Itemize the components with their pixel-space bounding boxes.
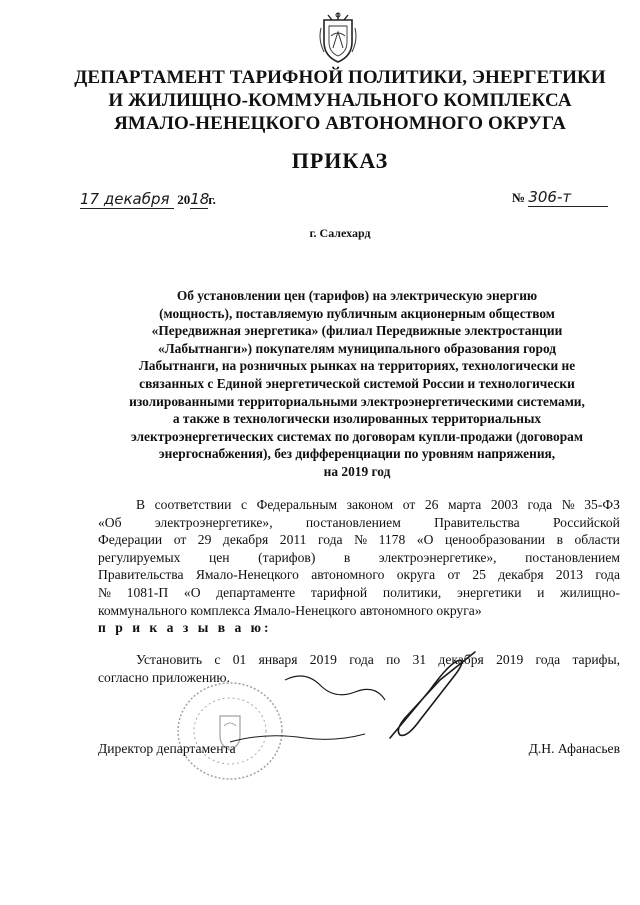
city: г. Салехард: [309, 226, 371, 240]
subject-line: на 2019 год: [323, 463, 391, 479]
subject-line: электроэнергетических системах по договорам купли-продажи (договорам: [130, 428, 584, 444]
date-handwritten: 17 декабря: [80, 190, 174, 209]
subject-line: связанных с Единой энергетической системой России и технологически: [139, 375, 575, 391]
order-date: [80, 190, 280, 216]
year-suffix: г.: [208, 192, 216, 207]
handwritten-signature-icon: [225, 640, 505, 750]
subject-line: энергоснабжения), без дифференциации по уровням напряжения,: [158, 446, 556, 462]
preamble: [98, 496, 620, 637]
preamble-line: регулируемых цен (тарифов) в электроэнергетике», постановлением: [98, 549, 620, 565]
prikaz-word: п р и к а з ы в а ю:: [98, 620, 272, 636]
subject-line: «Передвижная энергетика» (филиал Передвижные электростанции: [151, 323, 563, 339]
signatory-name: Д.Н. Афанасьев: [528, 741, 620, 756]
order-subject: [92, 287, 622, 481]
department-line-1: ДЕПАРТАМЕНТ ТАРИФНОЙ ПОЛИТИКИ, ЭНЕРГЕТИКИ: [74, 67, 606, 88]
preamble-line: В соответствии с Федеральным законом от 26 марта 2003 года № 35-ФЗ: [136, 497, 620, 512]
preamble-line: «Об электроэнергетике», постановлением Правительства Российской: [98, 514, 620, 530]
year-prefix: 20: [177, 192, 191, 207]
preamble-line: № 1081-П «О департаменте тарифной политики, энергетики и жилищно-: [98, 584, 620, 600]
preamble-line: коммунального комплекса Ямало-Ненецкого автономного округа»: [98, 602, 482, 618]
order-number: [512, 188, 632, 214]
subject-line: (мощность), поставляемую публичным акционерным обществом: [159, 305, 555, 321]
signatory-title: Директор департамента: [98, 741, 236, 756]
resolution-line: согласно приложению.: [98, 670, 230, 685]
department-line-2: И ЖИЛИЩНО-КОММУНАЛЬНОГО КОМПЛЕКСА: [108, 90, 572, 111]
number-label: №: [512, 190, 526, 205]
department-heading: [40, 66, 640, 135]
resolution-line: Установить с 01 января 2019 года по 31 декабря 2019 года тарифы,: [136, 652, 620, 667]
subject-line: а также в технологически изолированных территориальных: [172, 411, 542, 427]
subject-line: «Лабытнанги») покупателям муниципального образования город: [157, 340, 557, 356]
order-title: ПРИКАЗ: [291, 148, 389, 173]
coat-of-arms-icon: [318, 12, 358, 64]
number-handwritten: 306-т: [528, 188, 608, 207]
subject-line: Лабытнанги, на розничных рынках на территориях, технологически не: [138, 358, 576, 374]
preamble-line: Правительства Ямало-Ненецкого автономного округа от 25 декабря 2013 года: [98, 567, 620, 583]
department-line-3: ЯМАЛО-НЕНЕЦКОГО АВТОНОМНОГО ОКРУГА: [114, 113, 566, 134]
preamble-line: Федерации от 29 декабря 2011 года № 1178 «О ценообразовании в области: [98, 532, 620, 548]
subject-line: Об установлении цен (тарифов) на электрическую энергию: [176, 288, 538, 303]
year-handwritten: 18: [190, 190, 210, 208]
subject-line: изолированными территориальными электроэнергетическими системами,: [129, 393, 585, 409]
